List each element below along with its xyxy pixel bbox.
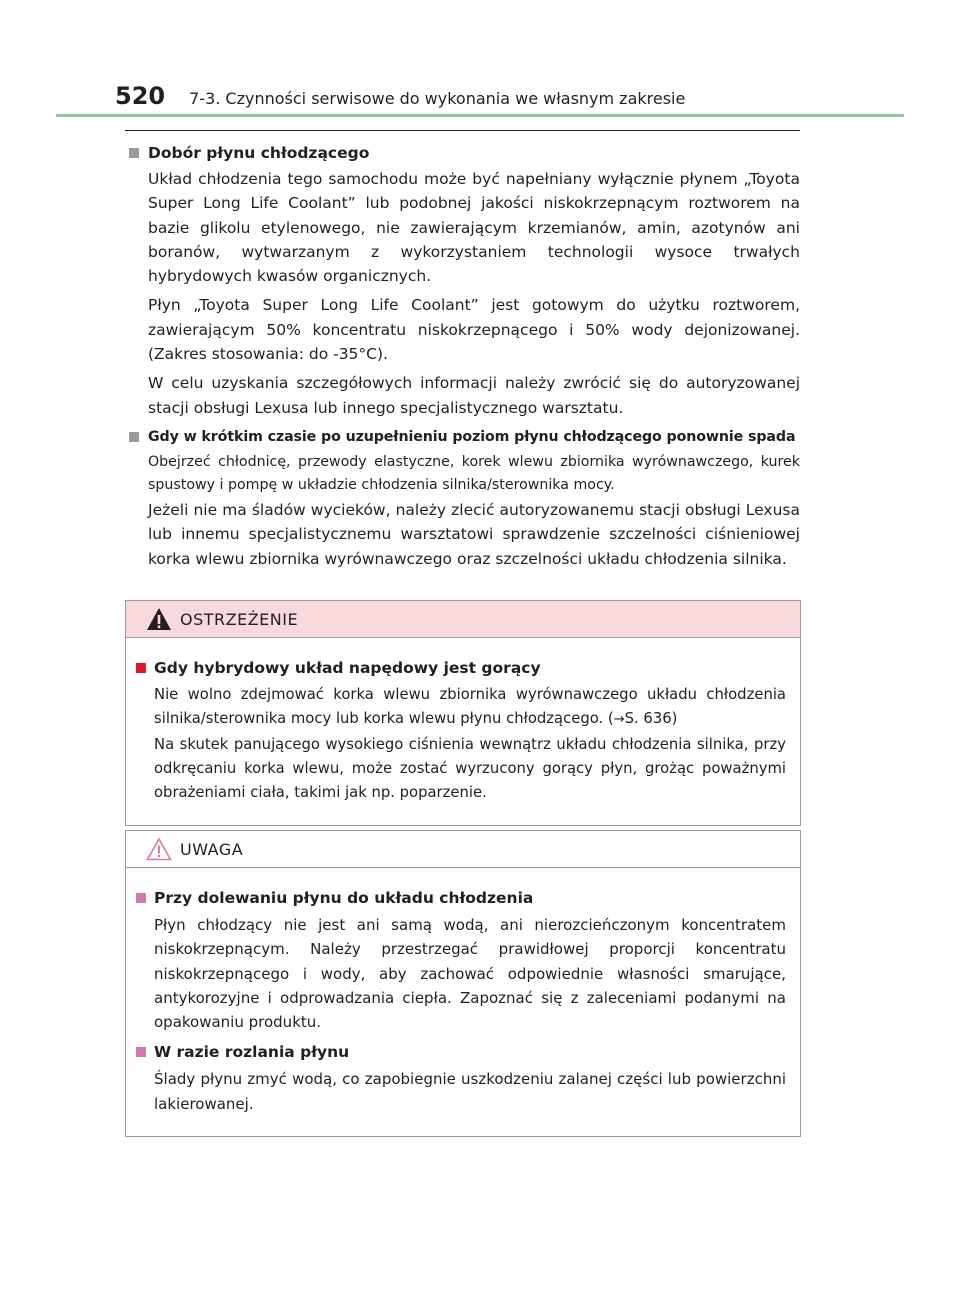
paragraph: Obejrzeć chłodnicę, przewody elastyczne, korek wlewu zbiornika wyrównawczego, kurek spustowy i pompę w układzie chłodzenia silnika/sterownika mocy. [148, 453, 800, 494]
notice-heading-text: W razie rozlania płynu [154, 1043, 350, 1062]
section-heading [125, 425, 800, 449]
warning-triangle-icon [146, 607, 172, 631]
page-header [115, 82, 685, 114]
header-rule [56, 114, 904, 117]
notice-body [126, 868, 800, 1136]
notice-heading [134, 1040, 786, 1064]
reference-arrow-icon: → [613, 712, 625, 728]
warning-heading-text: Gdy hybrydowy układ napędowy jest gorący [154, 659, 541, 677]
section-heading-text: Gdy w krótkim czasie po uzupełnieniu poziom płynu chłodzącego ponownie spada [148, 428, 796, 445]
warning-heading [134, 656, 786, 680]
notice-bullet [136, 893, 146, 903]
paragraph: Jeżeli nie ma śladów wycieków, należy zlecić autoryzowanemu stacji obsługi Lexusa lub innemu specjalistycznemu warsztatowi sprawdzenie szczelności ciśnieniowej korka wlewu zbiornika wyrównawczego oraz szczelności układu chłodzenia silnika. [148, 500, 800, 568]
notice-heading-text: Przy dolewaniu płynu do układu chłodzenia [154, 889, 534, 907]
section-bullet [129, 148, 139, 158]
notice-heading [134, 886, 786, 910]
page-reference-link[interactable]: S. 636) [624, 710, 678, 728]
warning-text: Nie wolno zdejmować korka wlewu zbiornika wyrównawczego układu chłodzenia silnika/sterownika mocy lub korka wlewu płynu chłodzącego. ( [154, 686, 786, 728]
warning-header [126, 601, 800, 638]
warning-text: Na skutek panującego wysokiego ciśnienia wewnątrz układu chłodzenia silnika, przy odkręcaniu korka wlewu, może zostać wyrzucony gorący płyn, grożąc poważnymi obrażeniami ciała, takimi jak np. poparzenie. [154, 735, 786, 802]
chapter-title: 7-3. Czynności serwisowe do wykonania we własnym zakresie [189, 89, 686, 108]
notice-paragraph: Ślady płynu zmyć wodą, co zapobiegnie uszkodzeniu zalanej części lub powierzchni lakierowanej. [154, 1070, 786, 1113]
warning-paragraph [134, 683, 786, 805]
warning-box [125, 600, 801, 826]
notice-paragraph: Płyn chłodzący nie jest ani samą wodą, ani nierozcieńczonym koncentratem niskokrzepnącym. Należy przestrzegać prawidłowej proporcji koncentratu niskokrzepnącego i wody, aby zachować odpowiednie własności smarujące, antykorozyjne i odprowadzania ciepła. Zapoznać się z zaleceniami podanymi na opakowaniu produktu. [154, 916, 786, 1032]
warning-bullet [136, 663, 146, 673]
section-heading [125, 141, 800, 165]
section-heading-text: Dobór płynu chłodzącego [148, 144, 370, 162]
paragraph: Płyn „Toyota Super Long Life Coolant” jest gotowym do użytku roztworem, zawierającym 50% koncentratu niskokrzepnącego i 50% wody dejonizowanej. (Zakres stosowania: do -35°C). [148, 296, 800, 364]
notice-title: UWAGA [180, 839, 244, 859]
notice-box [125, 830, 801, 1137]
caution-triangle-outline-icon [146, 837, 172, 861]
paragraph: Układ chłodzenia tego samochodu może być napełniany wyłącznie płynem „Toyota Super Long Life Coolant” lub podobnej jakości niskokrzepnącym roztworem na bazie glikolu etylenowego, nie zawierającym krzemianów, amin, azotynów ani boranów, wytwarzanym z wykorzystaniem technologii wysoce trwałych hybrydowych kwasów organicznych. [148, 170, 800, 286]
notice-header [126, 831, 800, 868]
section-bullet [129, 432, 139, 442]
page-number: 520 [115, 82, 166, 110]
warning-title: OSTRZEŻENIE [180, 609, 299, 629]
notice-bullet [136, 1047, 146, 1057]
content-top-rule [125, 130, 800, 131]
paragraph: W celu uzyskania szczegółowych informacji należy zwrócić się do autoryzowanej stacji obsługi Lexusa lub innego specjalistycznego warsztatu. [148, 374, 800, 417]
main-content [125, 141, 800, 576]
warning-body [126, 638, 800, 825]
